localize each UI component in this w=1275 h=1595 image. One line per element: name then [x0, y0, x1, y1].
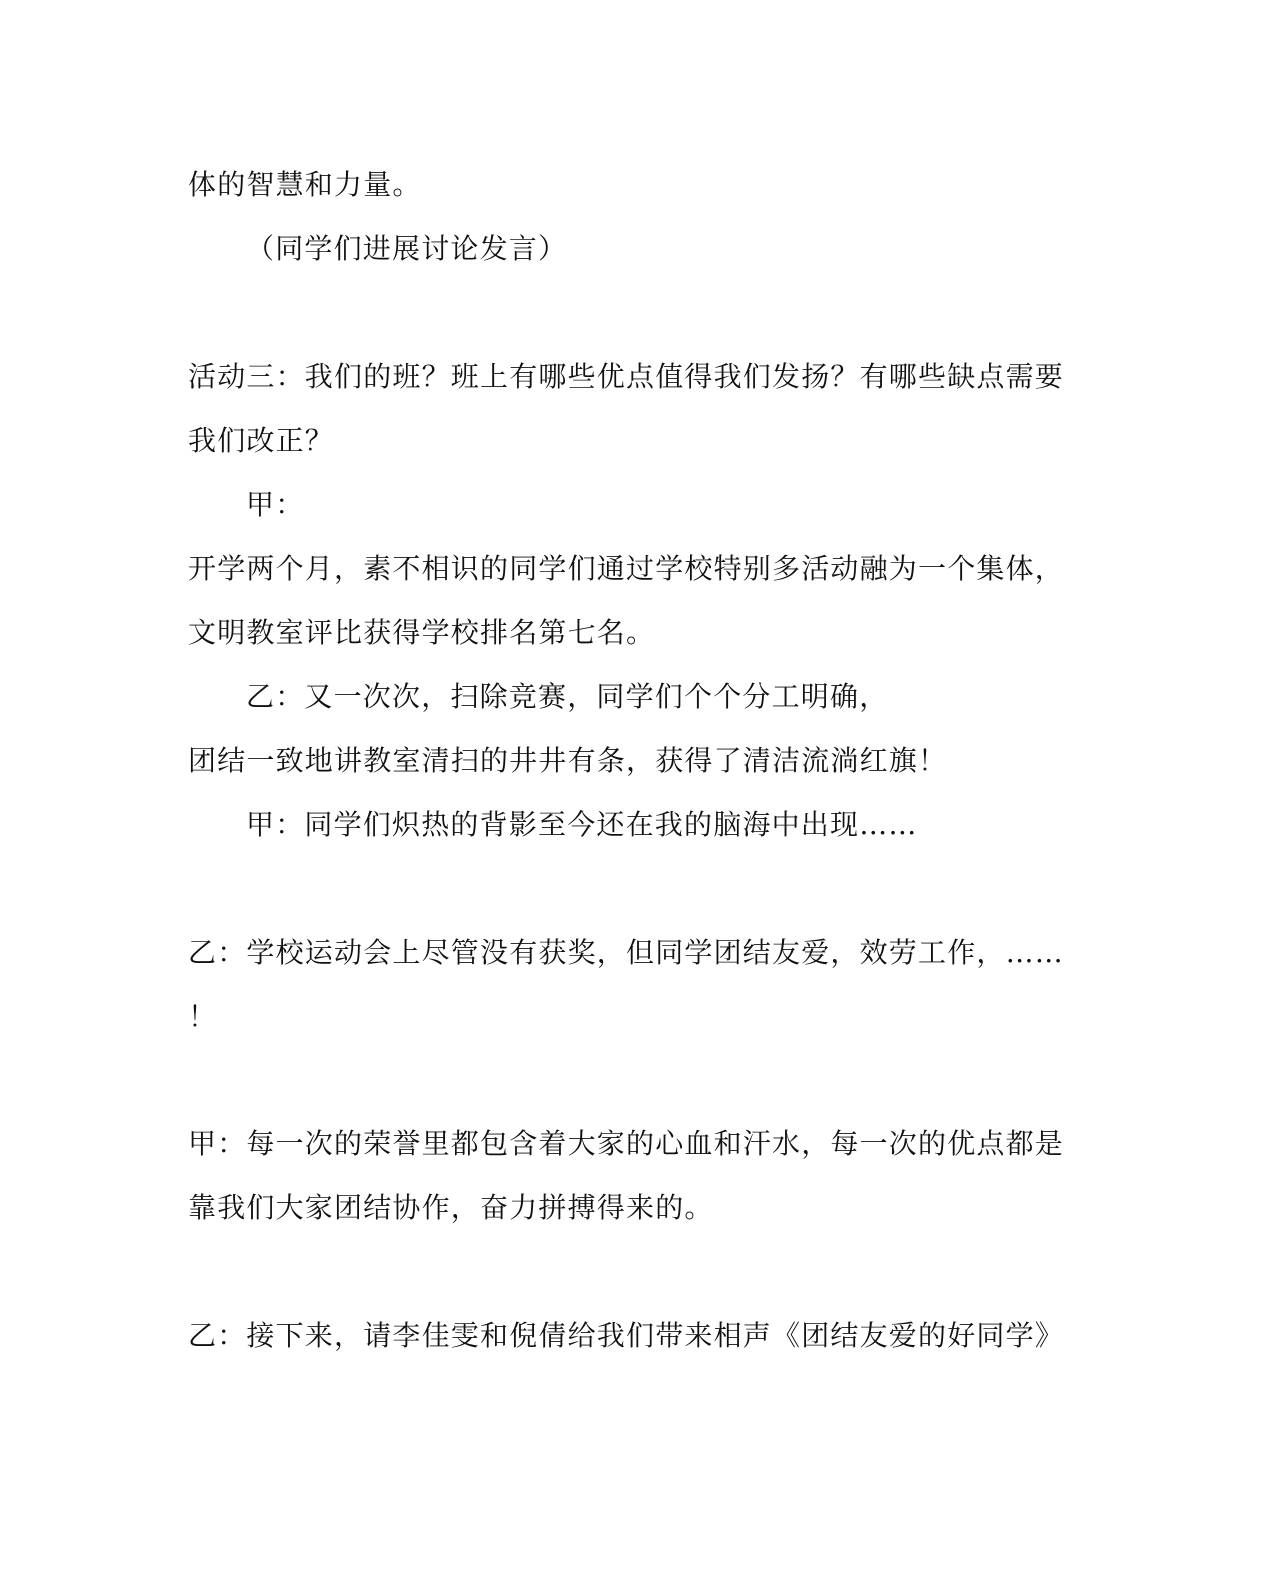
text-line: 开学两个月，素不相识的同学们通过学校特别多活动融为一个集体， — [188, 552, 1065, 585]
text-line: 活动三：我们的班？班上有哪些优点值得我们发扬？有哪些缺点需要 — [188, 360, 1065, 393]
text-line: 体的智慧和力量。 — [188, 168, 422, 201]
text-line: 乙：学校运动会上尽管没有获奖，但同学团结友爱，效劳工作，…… — [188, 936, 1065, 969]
text-line: 团结一致地讲教室清扫的井井有条，获得了清洁流淌红旗！ — [188, 744, 948, 777]
text-line: 乙：接下来，请李佳雯和倪倩给我们带来相声《团结友爱的好同学》 — [188, 1319, 1065, 1352]
text-line: 甲：同学们炽热的背影至今还在我的脑海中出现…… — [246, 808, 918, 841]
text-line: 靠我们大家团结协作，奋力拼搏得来的。 — [188, 1191, 714, 1224]
text-line: 文明教室评比获得学校排名第七名。 — [188, 616, 656, 649]
text-line: 甲：每一次的荣誉里都包含着大家的心血和汗水，每一次的优点都是 — [188, 1127, 1065, 1160]
text-line: （同学们进展讨论发言） — [246, 232, 568, 265]
text-line: 甲： — [246, 488, 305, 521]
text-line: 我们改正？ — [188, 424, 335, 457]
text-line: ！ — [188, 1000, 218, 1033]
text-line: 乙：又一次次，扫除竞赛，同学们个个分工明确， — [246, 680, 889, 713]
